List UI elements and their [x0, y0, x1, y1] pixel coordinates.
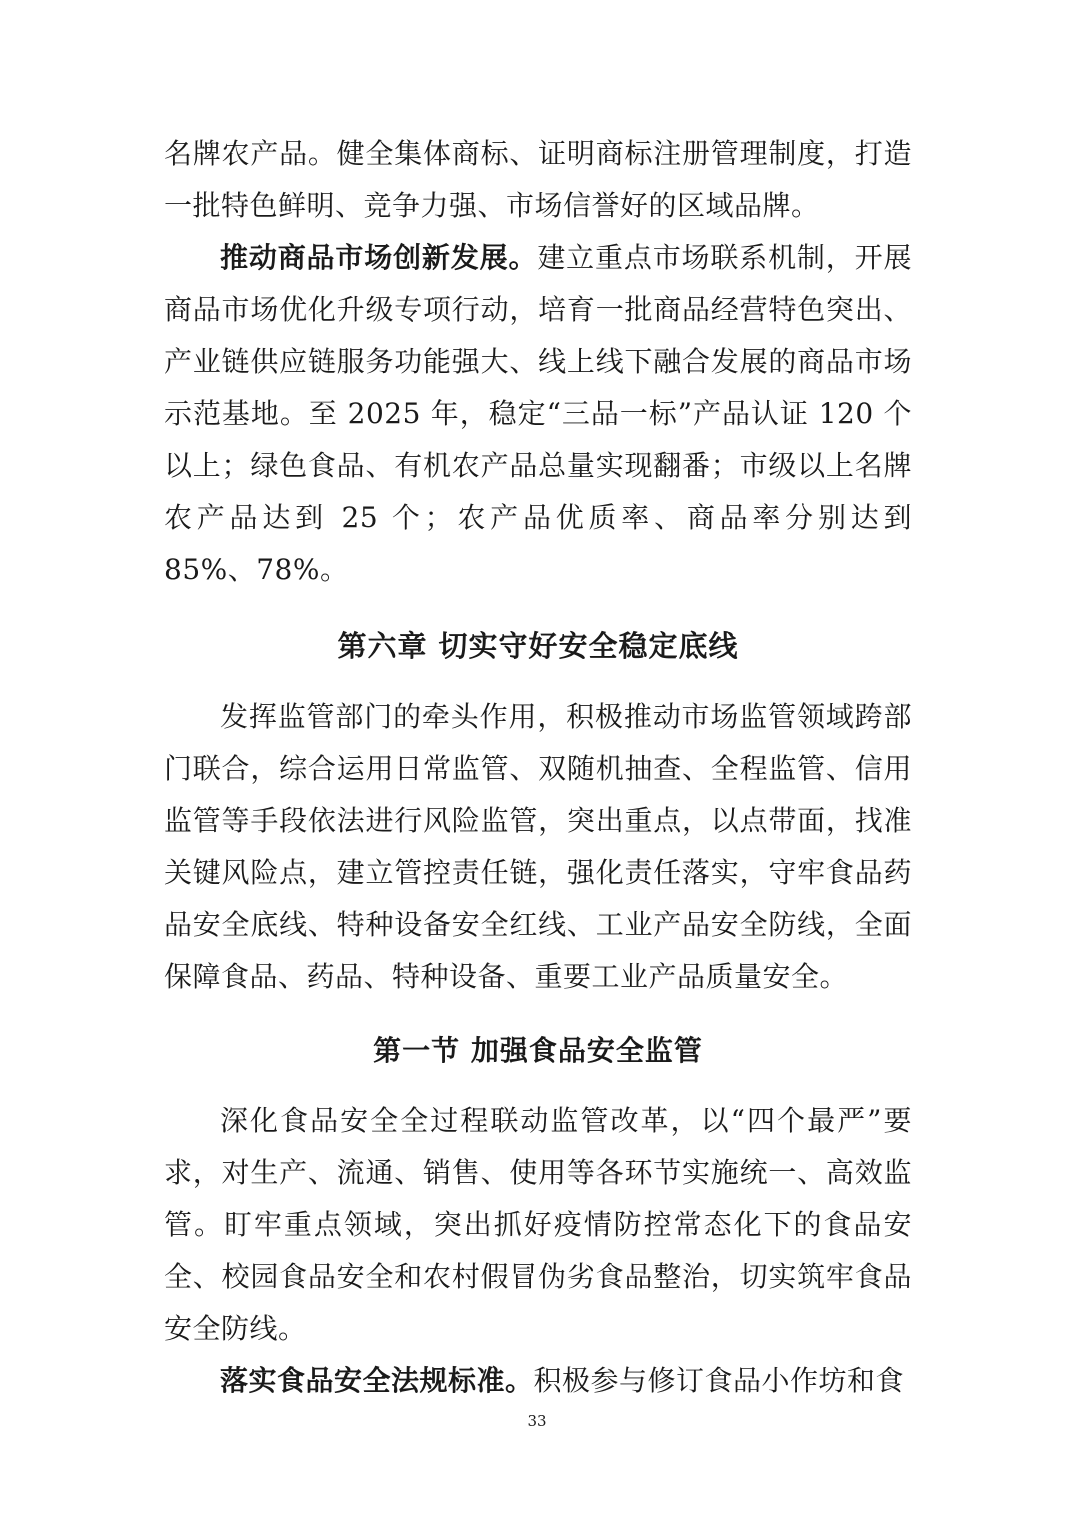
paragraph-lead-heading: 落实食品安全法规标准。 — [220, 1364, 534, 1397]
page-number: 33 — [527, 1412, 547, 1430]
paragraph-market-innovation — [164, 232, 912, 596]
paragraph-text: 发挥监管部门的牵头作用，积极推动市场监管领域跨部门联合，综合运用日常监管、双随机抽查、全程监管、信用监管等手段依法进行风险监管，突出重点，以点带面，找准关键风险点，建立管控责任链，强化责任落实，守牢食品药品安全底线、特种设备安全红线、工业产品安全防线，全面保障食品、药品、特种设备、重要工业产品质量安全。 — [164, 700, 912, 993]
paragraph-chapter-intro — [164, 691, 912, 1003]
paragraph-text: 深化食品安全全过程联动监管改革，以“四个最严”要求，对生产、流通、销售、使用等各环节实施统一、高效监管。盯牢重点领域，突出抓好疫情防控常态化下的食品安全、校园食品安全和农村假冒伪劣食品整治，切实筑牢食品安全防线。 — [164, 1104, 912, 1345]
paragraph-continued — [164, 128, 912, 232]
paragraph-lead-heading: 推动商品市场创新发展。 — [220, 241, 538, 274]
paragraph-food-safety-standards — [164, 1355, 912, 1407]
paragraph-text: 积极参与修订食品小作坊和食 — [533, 1364, 905, 1397]
chapter-title: 第六章 切实守好安全稳定底线 — [337, 629, 739, 663]
section-title: 第一节 加强食品安全监管 — [373, 1034, 703, 1067]
paragraph-text: 建立重点市场联系机制，开展商品市场优化升级专项行动，培育一批商品经营特色突出、产业链供应链服务功能强大、线上线下融合发展的商品市场示范基地。至 2025 年，稳定“三品一标”产品认证 120 个以上；绿色食品、有机农产品总量实现翻番；市级以上名牌农产品达到 25 个；农产品优质率、商品率分别达到 85%、78%。 — [164, 241, 912, 586]
document-body — [164, 128, 912, 1407]
paragraph-section-intro — [164, 1095, 912, 1355]
paragraph-text: 名牌农产品。健全集体商标、证明商标注册管理制度，打造一批特色鲜明、竞争力强、市场信誉好的区域品牌。 — [164, 137, 912, 222]
